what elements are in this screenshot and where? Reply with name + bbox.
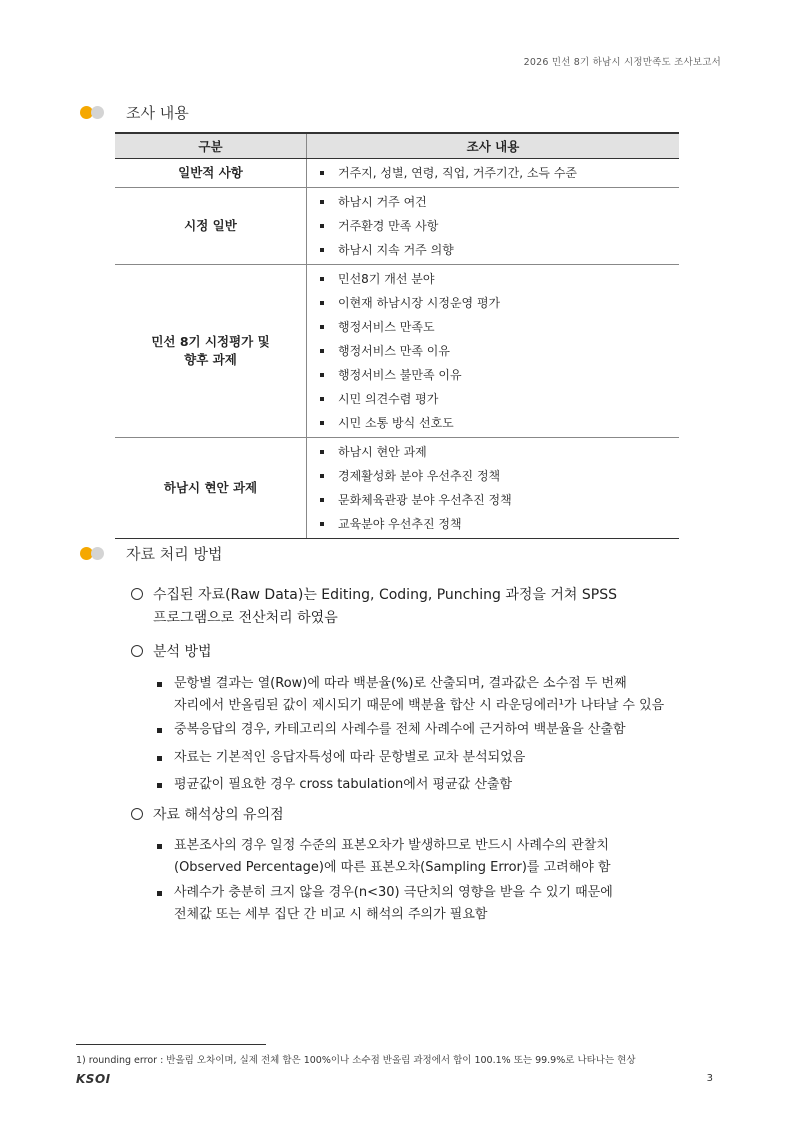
list-item: 하남시 지속 거주 의향 xyxy=(320,238,679,262)
analysis-item: 자료는 기본적인 응답자특성에 따라 문항별로 교차 분석되었음 xyxy=(157,747,677,769)
table-row xyxy=(115,159,679,188)
square-bullet-icon xyxy=(157,682,162,687)
caution-item: 표본조사의 경우 일정 수준의 표본오차가 발생하므로 반드시 사례수의 관찰치 (Observed Percentage)에 따른 표본오차(Sampling Error)를 고려해야 함 xyxy=(157,835,677,879)
table-header-category: 구분 xyxy=(115,133,307,159)
square-bullet-icon xyxy=(157,891,162,896)
analysis-item: 중복응답의 경우, 카테고리의 사례수를 전체 사례수에 근거하여 백분율을 산출함 xyxy=(157,719,677,741)
caution-item: 사례수가 충분히 크지 않을 경우(n<30) 극단치의 영향을 받을 수 있기 때문에 전체값 또는 세부 집단 간 비교 시 해석의 주의가 필요함 xyxy=(157,882,677,926)
caution-heading: 자료 해석상의 유의점 xyxy=(131,804,284,824)
list-item: 이현재 하남시장 시정운영 평가 xyxy=(320,291,679,315)
analysis-item: 문항별 결과는 열(Row)에 따라 백분율(%)로 산출되며, 결과값은 소수점 두 번째 자리에서 반올림된 값이 제시되기 때문에 백분율 합산 시 라운딩에러¹가 나타날 수 있음 xyxy=(157,673,677,717)
circle-bullet-icon xyxy=(131,588,143,600)
row-label: 시정 일반 xyxy=(115,188,307,265)
circle-bullet-icon xyxy=(131,808,143,820)
row-label: 민선 8기 시정평가 및 향후 과제 xyxy=(115,265,307,438)
list-item: 시민 소통 방식 선호도 xyxy=(320,411,679,435)
list-item: 민선8기 개선 분야 xyxy=(320,267,679,291)
analysis-heading: 분석 방법 xyxy=(131,641,212,661)
square-bullet-icon xyxy=(157,783,162,788)
table-header-row xyxy=(115,133,679,159)
survey-content-table xyxy=(115,132,679,539)
table-row xyxy=(115,438,679,539)
table-row xyxy=(115,188,679,265)
list-item: 행정서비스 불만족 이유 xyxy=(320,363,679,387)
list-item: 하남시 현안 과제 xyxy=(320,440,679,464)
list-item: 시민 의견수렴 평가 xyxy=(320,387,679,411)
section-title: 자료 처리 방법 xyxy=(126,544,223,563)
circle-bullet-icon xyxy=(131,645,143,657)
ksoi-logo: KSOI xyxy=(76,1072,111,1086)
square-bullet-icon xyxy=(157,844,162,849)
section-title: 조사 내용 xyxy=(126,103,189,122)
page-number: 3 xyxy=(706,1073,713,1084)
square-bullet-icon xyxy=(157,728,162,733)
report-header: 2026 민선 8기 하남시 시정만족도 조사보고서 xyxy=(523,57,721,68)
section-bullet-icon xyxy=(80,106,104,119)
table-header-content: 조사 내용 xyxy=(307,133,680,159)
list-item: 교육분야 우선추진 정책 xyxy=(320,512,679,536)
section-bullet-icon xyxy=(80,547,104,560)
list-item: 거주지, 성별, 연령, 직업, 거주기간, 소득 수준 xyxy=(320,161,679,185)
list-item: 문화체육관광 분야 우선추진 정책 xyxy=(320,488,679,512)
list-item: 경제활성화 분야 우선추진 정책 xyxy=(320,464,679,488)
row-label: 하남시 현안 과제 xyxy=(115,438,307,539)
paragraph-raw-data: 수집된 자료(Raw Data)는 Editing, Coding, Punching 과정을 거쳐 SPSS xyxy=(131,584,617,604)
table-row xyxy=(115,265,679,438)
analysis-item: 평균값이 필요한 경우 cross tabulation에서 평균값 산출함 xyxy=(157,774,677,796)
list-item: 행정서비스 만족 이유 xyxy=(320,339,679,363)
footnote-divider xyxy=(76,1044,266,1045)
list-item: 하남시 거주 여건 xyxy=(320,190,679,214)
section-heading xyxy=(80,543,222,563)
row-label: 일반적 사항 xyxy=(115,159,307,188)
list-item: 행정서비스 만족도 xyxy=(320,315,679,339)
section-heading xyxy=(80,102,189,122)
list-item: 거주환경 만족 사항 xyxy=(320,214,679,238)
square-bullet-icon xyxy=(157,756,162,761)
footnote: 1) rounding error : 반올림 오차이며, 실제 전체 합은 100%이나 소수점 반올림 과정에서 합이 100.1% 또는 99.9%로 나타나는 현상 xyxy=(76,1055,636,1066)
paragraph-line: 프로그램으로 전산처리 하였음 xyxy=(153,610,338,626)
